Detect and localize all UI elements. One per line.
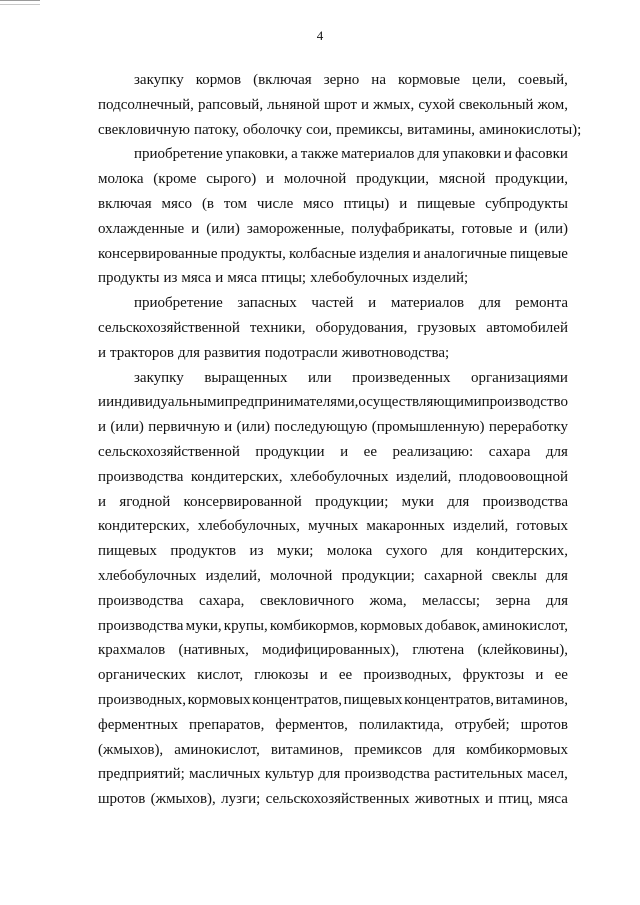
text-line: подсолнечный, рапсовый, льняной шрот и жмых, сухой свекольный жом,: [98, 96, 568, 113]
paragraph: [98, 68, 582, 142]
text-line: кондитерских, хлебобулочных, мучных макаронных изделий, готовых: [98, 518, 568, 535]
text-line: (жмыхов), аминокислот, витаминов, премиксов для комбикормовых: [98, 741, 568, 758]
paragraph: [98, 291, 568, 365]
text-line: крахмалов (нативных, модифицированных), глютена (клейковины),: [98, 642, 568, 659]
text-line: приобретение запасных частей и материалов для ремонта: [134, 295, 568, 312]
text-line: ферментных препаратов, ферментов, полилактида, отрубей; шротов: [98, 716, 568, 733]
text-line: органических кислот, глюкозы и ее производных, фруктозы и ее: [98, 667, 568, 684]
text-line: хлебобулочных изделий, молочной продукции; сахарной свеклы для: [98, 567, 568, 584]
document-body: [98, 68, 582, 812]
paragraph: [98, 142, 568, 291]
scan-edge-mark: [0, 0, 40, 5]
text-line: и (или) первичную и (или) последующую (промышленную) переработку: [98, 419, 568, 436]
text-line: молока (кроме сырого) и молочной продукции, мясной продукции,: [98, 171, 568, 188]
text-line: включая мясо (в том числе мясо птицы) и пищевые субпродукты: [98, 195, 568, 212]
text-line: закупку выращенных или произведенных организациями: [134, 369, 568, 386]
text-line: приобретение упаковки, а также материалов для упаковки и фасовки: [134, 146, 568, 163]
text-line: пищевых продуктов из муки; молока сухого для кондитерских,: [98, 543, 568, 560]
text-line: консервированные продукты, колбасные изделия и аналогичные пищевые: [98, 245, 568, 262]
text-line: производства кондитерских, хлебобулочных изделий, плодовоовощной: [98, 468, 568, 485]
text-line: производных, кормовых концентратов, пищевых концентратов, витаминов,: [98, 691, 568, 708]
text-line: предприятий; масличных культур для производства растительных масел,: [98, 766, 568, 783]
text-line: производства муки, крупы, комбикормов, кормовых добавок, аминокислот,: [98, 617, 568, 634]
text-line: продукты из мяса и мяса птицы; хлебобулочных изделий;: [98, 270, 469, 287]
paragraph: [98, 366, 568, 812]
text-line: и ягодной консервированной продукции; муки для производства: [98, 493, 568, 510]
text-line: сельскохозяйственной техники, оборудования, грузовых автомобилей: [98, 319, 568, 336]
text-line: производства сахара, свекловичного жома, мелассы; зерна для: [98, 592, 568, 609]
text-line: и тракторов для развития подотрасли животноводства;: [98, 344, 450, 361]
text-line: свекловичную патоку, оболочку сои, премиксы, витамины, аминокислоты);: [98, 121, 582, 138]
text-line: и индивидуальными предпринимателями, осуществляющими производство: [98, 394, 568, 411]
text-line: охлажденные и (или) замороженные, полуфабрикаты, готовые и (или): [98, 220, 568, 237]
page-number: 4: [316, 28, 324, 43]
text-line: шротов (жмыхов), лузги; сельскохозяйственных животных и птиц, мяса: [98, 791, 568, 808]
text-line: сельскохозяйственной продукции и ее реализацию: сахара для: [98, 443, 568, 460]
text-line: закупку кормов (включая зерно на кормовые цели, соевый,: [134, 72, 568, 88]
